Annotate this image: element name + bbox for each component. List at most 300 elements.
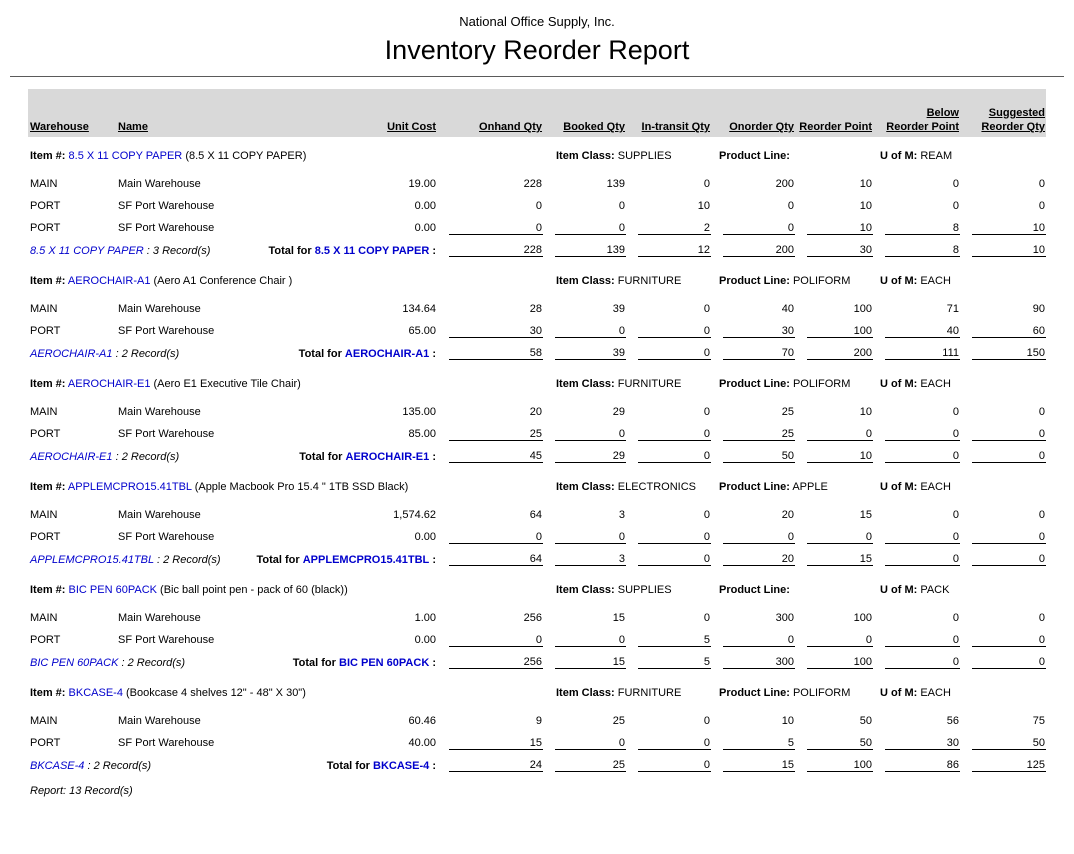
group-total-row bbox=[28, 651, 1046, 674]
record-count-text: : 2 Record(s) bbox=[153, 553, 221, 566]
warehouse-cell: PORT bbox=[30, 222, 61, 234]
intransit-qty-cell: 0 bbox=[638, 737, 711, 750]
intransit-qty-cell: 0 bbox=[703, 715, 710, 727]
total-item-code-link[interactable]: AEROCHAIR-E1 bbox=[345, 450, 430, 463]
name-cell: SF Port Warehouse bbox=[118, 737, 215, 749]
column-header-row bbox=[28, 89, 1046, 137]
below-reorder-point-cell: 0 bbox=[885, 531, 960, 544]
product-line-value: POLIFORM bbox=[792, 378, 851, 390]
uom-label: U of M: bbox=[880, 150, 918, 162]
reorder-point-cell: 100 bbox=[853, 612, 872, 624]
col-header-onhand-qty: Onhand Qty bbox=[479, 121, 542, 133]
booked-qty-cell: 3 bbox=[618, 509, 625, 521]
total-intransit-cell: 12 bbox=[638, 244, 711, 257]
product-line-label: Product Line: bbox=[719, 687, 790, 699]
reorder-point-cell: 50 bbox=[859, 715, 872, 727]
booked-qty-cell: 139 bbox=[606, 178, 625, 190]
suggested-reorder-qty-cell: 0 bbox=[1038, 509, 1045, 521]
item-code-link[interactable]: APPLEMCPRO15.41TBL bbox=[67, 481, 192, 493]
reorder-point-cell: 10 bbox=[859, 406, 872, 418]
total-for-label bbox=[118, 657, 437, 669]
total-onhand-cell: 64 bbox=[449, 553, 543, 566]
group-rows bbox=[28, 710, 1046, 754]
warehouse-cell: MAIN bbox=[30, 509, 58, 521]
suggested-reorder-qty-cell: 0 bbox=[1038, 200, 1045, 212]
total-intransit-cell: 0 bbox=[638, 450, 711, 463]
onhand-qty-cell: 64 bbox=[529, 509, 542, 521]
suggested-reorder-qty-cell: 0 bbox=[1038, 612, 1045, 624]
onorder-qty-cell: 0 bbox=[723, 531, 795, 544]
onorder-qty-cell: 25 bbox=[781, 406, 794, 418]
booked-qty-cell: 15 bbox=[612, 612, 625, 624]
item-description: (Apple Macbook Pro 15.4 " 1TB SSD Black) bbox=[194, 481, 409, 493]
reorder-point-cell: 10 bbox=[859, 200, 872, 212]
onhand-qty-cell: 256 bbox=[523, 612, 542, 624]
product-line-value: POLIFORM bbox=[792, 687, 851, 699]
item-number-label: Item #: bbox=[30, 481, 66, 493]
total-booked-cell: 39 bbox=[555, 347, 626, 360]
record-count-text: : 2 Record(s) bbox=[112, 450, 180, 463]
item-code-link[interactable]: BKCASE-4 bbox=[68, 687, 123, 699]
total-suggested-reorder-cell: 0 bbox=[972, 656, 1046, 669]
product-line bbox=[719, 274, 880, 288]
item-class-label: Item Class: bbox=[556, 584, 615, 596]
onorder-qty-cell: 30 bbox=[723, 325, 795, 338]
booked-qty-cell: 0 bbox=[555, 634, 626, 647]
total-suggested-reorder-cell: 0 bbox=[972, 450, 1046, 463]
item-number-label: Item #: bbox=[30, 687, 66, 699]
reorder-point-cell: 0 bbox=[807, 531, 873, 544]
total-for-label bbox=[118, 348, 437, 360]
total-onhand-cell: 256 bbox=[449, 656, 543, 669]
col-header-reorder-point: Reorder Point bbox=[799, 121, 872, 133]
unit-cost-cell: 60.46 bbox=[408, 715, 436, 727]
below-reorder-point-cell: 56 bbox=[946, 715, 959, 727]
total-intransit-cell: 0 bbox=[638, 347, 711, 360]
item-title bbox=[28, 480, 556, 494]
booked-qty-cell: 0 bbox=[618, 200, 625, 212]
report-title: Inventory Reorder Report bbox=[384, 35, 690, 65]
warehouse-cell: PORT bbox=[30, 531, 61, 543]
item-title bbox=[28, 377, 556, 391]
uom-value: EACH bbox=[920, 687, 951, 699]
name-cell: Main Warehouse bbox=[118, 178, 201, 190]
suggested-reorder-qty-cell: 60 bbox=[972, 325, 1046, 338]
item-code-link[interactable]: BIC PEN 60PACK bbox=[68, 584, 157, 596]
suggested-reorder-qty-cell: 0 bbox=[1038, 178, 1045, 190]
total-onorder-cell: 20 bbox=[723, 553, 795, 566]
name-cell: Main Warehouse bbox=[118, 715, 201, 727]
onhand-qty-cell: 0 bbox=[449, 531, 543, 544]
onorder-qty-cell: 40 bbox=[781, 303, 794, 315]
group-total-row bbox=[28, 754, 1046, 777]
item-header bbox=[28, 480, 1046, 494]
total-booked-cell: 15 bbox=[555, 656, 626, 669]
total-below-reorder-cell: 0 bbox=[885, 450, 960, 463]
total-onorder-cell: 200 bbox=[723, 244, 795, 257]
product-line-label: Product Line: bbox=[719, 378, 790, 390]
total-onorder-cell: 15 bbox=[723, 759, 795, 772]
onorder-qty-cell: 0 bbox=[723, 222, 795, 235]
product-line-value: POLIFORM bbox=[792, 275, 851, 287]
total-colon: : bbox=[432, 759, 436, 772]
item-group bbox=[28, 583, 1046, 674]
warehouse-cell: MAIN bbox=[30, 406, 58, 418]
col-header-below-reorder-point bbox=[873, 106, 960, 134]
table-row bbox=[28, 298, 1046, 320]
total-below-reorder-cell: 8 bbox=[885, 244, 960, 257]
col-header-intransit-qty: In-transit Qty bbox=[641, 121, 710, 133]
product-line bbox=[719, 377, 880, 391]
booked-qty-cell: 0 bbox=[555, 222, 626, 235]
col-header-suggested-reorder-qty bbox=[960, 106, 1046, 134]
intransit-qty-cell: 0 bbox=[703, 406, 710, 418]
product-line-label: Product Line: bbox=[719, 275, 790, 287]
below-reorder-point-cell: 0 bbox=[952, 612, 959, 624]
report-body bbox=[28, 149, 1046, 777]
product-line bbox=[719, 480, 880, 494]
total-item-code-link[interactable]: AEROCHAIR-A1 bbox=[344, 347, 430, 360]
record-count-item-code[interactable]: BKCASE-4 bbox=[30, 759, 85, 772]
item-number-label: Item #: bbox=[30, 150, 66, 162]
uom-value: PACK bbox=[920, 584, 950, 596]
warehouse-cell: PORT bbox=[30, 428, 61, 440]
suggested-reorder-qty-cell: 0 bbox=[1038, 406, 1045, 418]
total-for-text: Total for bbox=[326, 759, 370, 772]
name-cell: Main Warehouse bbox=[118, 612, 201, 624]
total-intransit-cell: 5 bbox=[638, 656, 711, 669]
unit-cost-cell: 40.00 bbox=[408, 737, 436, 749]
total-onorder-cell: 50 bbox=[723, 450, 795, 463]
total-suggested-reorder-cell: 0 bbox=[972, 553, 1046, 566]
intransit-qty-cell: 0 bbox=[638, 428, 711, 441]
unit-cost-cell: 0.00 bbox=[414, 222, 436, 234]
uom-value: REAM bbox=[920, 150, 953, 162]
total-below-reorder-cell: 0 bbox=[885, 553, 960, 566]
reorder-point-cell: 100 bbox=[807, 325, 873, 338]
item-class-value: FURNITURE bbox=[617, 687, 682, 699]
col-header-name: Name bbox=[118, 121, 148, 133]
booked-qty-cell: 0 bbox=[555, 428, 626, 441]
item-header bbox=[28, 274, 1046, 288]
onorder-qty-cell: 25 bbox=[723, 428, 795, 441]
below-reorder-point-cell: 0 bbox=[952, 200, 959, 212]
item-code-link[interactable]: AEROCHAIR-A1 bbox=[67, 275, 151, 287]
table-row bbox=[28, 195, 1046, 217]
report-footer: Report: 13 Record(s) bbox=[30, 785, 133, 797]
record-count-item-code[interactable]: AEROCHAIR-E1 bbox=[30, 450, 113, 463]
onhand-qty-cell: 0 bbox=[535, 200, 542, 212]
total-reorder-point-cell: 100 bbox=[807, 656, 873, 669]
total-for-text: Total for bbox=[256, 553, 300, 566]
col-header-unit-cost: Unit Cost bbox=[387, 121, 436, 133]
suggested-reorder-qty-cell: 0 bbox=[972, 428, 1046, 441]
intransit-qty-cell: 10 bbox=[697, 200, 710, 212]
onorder-qty-cell: 5 bbox=[723, 737, 795, 750]
warehouse-cell: PORT bbox=[30, 737, 61, 749]
col-header-below-line2: Reorder Point bbox=[886, 121, 959, 133]
col-header-warehouse: Warehouse bbox=[30, 121, 89, 133]
header-rule bbox=[10, 76, 1064, 77]
total-for-text: Total for bbox=[298, 347, 342, 360]
group-rows bbox=[28, 607, 1046, 651]
record-count-item-code[interactable]: AEROCHAIR-A1 bbox=[30, 347, 113, 360]
reorder-point-cell: 10 bbox=[859, 178, 872, 190]
col-header-below-line1: Below bbox=[926, 107, 959, 119]
unit-of-measure bbox=[880, 583, 1046, 597]
suggested-reorder-qty-cell: 0 bbox=[972, 634, 1046, 647]
onhand-qty-cell: 20 bbox=[529, 406, 542, 418]
table-row bbox=[28, 217, 1046, 239]
total-intransit-cell: 0 bbox=[638, 553, 711, 566]
total-for-text: Total for bbox=[292, 656, 336, 669]
onorder-qty-cell: 300 bbox=[775, 612, 794, 624]
product-line bbox=[719, 149, 880, 163]
record-count-item-code[interactable]: APPLEMCPRO15.41TBL bbox=[30, 553, 154, 566]
item-code-link[interactable]: AEROCHAIR-E1 bbox=[67, 378, 151, 390]
below-reorder-point-cell: 30 bbox=[885, 737, 960, 750]
booked-qty-cell: 0 bbox=[555, 325, 626, 338]
name-cell: Main Warehouse bbox=[118, 509, 201, 521]
total-intransit-cell: 0 bbox=[638, 759, 711, 772]
intransit-qty-cell: 0 bbox=[703, 509, 710, 521]
warehouse-cell: MAIN bbox=[30, 303, 58, 315]
product-line bbox=[719, 686, 880, 700]
total-for-text: Total for bbox=[268, 244, 312, 257]
item-class bbox=[556, 686, 719, 700]
total-booked-cell: 25 bbox=[555, 759, 626, 772]
uom-label: U of M: bbox=[880, 584, 918, 596]
booked-qty-cell: 0 bbox=[555, 737, 626, 750]
total-item-code-link[interactable]: APPLEMCPRO15.41TBL bbox=[302, 553, 430, 566]
product-line-label: Product Line: bbox=[719, 150, 790, 162]
unit-of-measure bbox=[880, 686, 1046, 700]
booked-qty-cell: 25 bbox=[612, 715, 625, 727]
item-class-label: Item Class: bbox=[556, 275, 615, 287]
warehouse-cell: PORT bbox=[30, 325, 61, 337]
item-class bbox=[556, 583, 719, 597]
group-rows bbox=[28, 504, 1046, 548]
total-item-code-link[interactable]: BIC PEN 60PACK bbox=[339, 656, 430, 669]
unit-cost-cell: 134.64 bbox=[402, 303, 436, 315]
group-rows bbox=[28, 401, 1046, 445]
item-class-label: Item Class: bbox=[556, 687, 615, 699]
item-description: (Bic ball point pen - pack of 60 (black)) bbox=[160, 584, 348, 596]
total-reorder-point-cell: 100 bbox=[807, 759, 873, 772]
total-for-label bbox=[118, 760, 437, 772]
total-colon: : bbox=[432, 656, 436, 669]
total-below-reorder-cell: 111 bbox=[885, 347, 960, 360]
unit-cost-cell: 135.00 bbox=[402, 406, 436, 418]
total-item-code-link[interactable]: BKCASE-4 bbox=[373, 759, 430, 772]
record-count-item-code[interactable]: BIC PEN 60PACK bbox=[30, 656, 119, 669]
item-header bbox=[28, 149, 1046, 163]
warehouse-cell: PORT bbox=[30, 634, 61, 646]
below-reorder-point-cell: 8 bbox=[885, 222, 960, 235]
booked-qty-cell: 39 bbox=[612, 303, 625, 315]
below-reorder-point-cell: 0 bbox=[885, 428, 960, 441]
item-description: (Aero A1 Conference Chair ) bbox=[153, 275, 293, 287]
total-reorder-point-cell: 10 bbox=[807, 450, 873, 463]
unit-cost-cell: 0.00 bbox=[414, 531, 436, 543]
onhand-qty-cell: 228 bbox=[523, 178, 542, 190]
warehouse-cell: MAIN bbox=[30, 612, 58, 624]
group-total-row bbox=[28, 342, 1046, 365]
item-class bbox=[556, 149, 719, 163]
suggested-reorder-qty-cell: 10 bbox=[972, 222, 1046, 235]
onhand-qty-cell: 0 bbox=[449, 634, 543, 647]
item-group bbox=[28, 377, 1046, 468]
total-onhand-cell: 45 bbox=[449, 450, 543, 463]
record-count-item-code[interactable]: 8.5 X 11 COPY PAPER bbox=[30, 244, 144, 257]
total-onhand-cell: 24 bbox=[449, 759, 543, 772]
name-cell: SF Port Warehouse bbox=[118, 634, 215, 646]
booked-qty-cell: 0 bbox=[555, 531, 626, 544]
onhand-qty-cell: 28 bbox=[529, 303, 542, 315]
table-row bbox=[28, 629, 1046, 651]
warehouse-cell: MAIN bbox=[30, 178, 58, 190]
uom-label: U of M: bbox=[880, 687, 918, 699]
total-below-reorder-cell: 0 bbox=[885, 656, 960, 669]
intransit-qty-cell: 2 bbox=[638, 222, 711, 235]
total-onhand-cell: 58 bbox=[449, 347, 543, 360]
unit-cost-cell: 19.00 bbox=[408, 178, 436, 190]
onorder-qty-cell: 0 bbox=[723, 634, 795, 647]
item-class-value: SUPPLIES bbox=[617, 584, 672, 596]
reorder-point-cell: 0 bbox=[807, 428, 873, 441]
name-cell: Main Warehouse bbox=[118, 406, 201, 418]
record-count-text: : 2 Record(s) bbox=[84, 759, 152, 772]
unit-of-measure bbox=[880, 377, 1046, 391]
total-colon: : bbox=[432, 347, 436, 360]
total-booked-cell: 29 bbox=[555, 450, 626, 463]
item-group bbox=[28, 686, 1046, 777]
onhand-qty-cell: 9 bbox=[535, 715, 542, 727]
total-item-code-link[interactable]: 8.5 X 11 COPY PAPER bbox=[314, 244, 430, 257]
item-group bbox=[28, 274, 1046, 365]
below-reorder-point-cell: 0 bbox=[952, 509, 959, 521]
booked-qty-cell: 29 bbox=[612, 406, 625, 418]
col-header-suggested-line2: Reorder Qty bbox=[981, 121, 1045, 133]
uom-label: U of M: bbox=[880, 481, 918, 493]
onhand-qty-cell: 15 bbox=[449, 737, 543, 750]
reorder-point-cell: 15 bbox=[859, 509, 872, 521]
total-suggested-reorder-cell: 150 bbox=[972, 347, 1046, 360]
item-title bbox=[28, 583, 556, 597]
company-name: National Office Supply, Inc. bbox=[459, 14, 615, 29]
group-rows bbox=[28, 298, 1046, 342]
below-reorder-point-cell: 0 bbox=[885, 634, 960, 647]
product-line bbox=[719, 583, 880, 597]
item-title bbox=[28, 274, 556, 288]
group-total-row bbox=[28, 548, 1046, 571]
col-header-booked-qty: Booked Qty bbox=[563, 121, 625, 133]
table-row bbox=[28, 504, 1046, 526]
total-suggested-reorder-cell: 125 bbox=[972, 759, 1046, 772]
below-reorder-point-cell: 71 bbox=[946, 303, 959, 315]
table-row bbox=[28, 401, 1046, 423]
intransit-qty-cell: 0 bbox=[703, 612, 710, 624]
item-number-label: Item #: bbox=[30, 584, 66, 596]
record-count-text: : 3 Record(s) bbox=[143, 244, 211, 257]
total-onorder-cell: 300 bbox=[723, 656, 795, 669]
item-class-value: FURNITURE bbox=[617, 378, 682, 390]
uom-label: U of M: bbox=[880, 378, 918, 390]
reorder-point-cell: 50 bbox=[807, 737, 873, 750]
unit-cost-cell: 1.00 bbox=[414, 612, 436, 624]
name-cell: SF Port Warehouse bbox=[118, 531, 215, 543]
item-class-value: FURNITURE bbox=[617, 275, 682, 287]
item-class-label: Item Class: bbox=[556, 481, 615, 493]
item-number-label: Item #: bbox=[30, 275, 66, 287]
col-header-suggested-line1: Suggested bbox=[988, 107, 1045, 119]
name-cell: SF Port Warehouse bbox=[118, 428, 215, 440]
total-onorder-cell: 70 bbox=[723, 347, 795, 360]
warehouse-cell: MAIN bbox=[30, 715, 58, 727]
unit-of-measure bbox=[880, 480, 1046, 494]
onhand-qty-cell: 30 bbox=[449, 325, 543, 338]
table-row bbox=[28, 423, 1046, 445]
item-class bbox=[556, 274, 719, 288]
intransit-qty-cell: 0 bbox=[703, 178, 710, 190]
table-row bbox=[28, 320, 1046, 342]
reorder-point-cell: 0 bbox=[807, 634, 873, 647]
item-title bbox=[28, 149, 556, 163]
suggested-reorder-qty-cell: 50 bbox=[972, 737, 1046, 750]
total-booked-cell: 3 bbox=[555, 553, 626, 566]
item-group bbox=[28, 480, 1046, 571]
item-code-link[interactable]: 8.5 X 11 COPY PAPER bbox=[68, 150, 183, 162]
item-description: (Bookcase 4 shelves 12" - 48" X 30") bbox=[126, 687, 306, 699]
uom-value: EACH bbox=[920, 378, 951, 390]
item-header bbox=[28, 686, 1046, 700]
uom-label: U of M: bbox=[880, 275, 918, 287]
item-class-value: SUPPLIES bbox=[617, 150, 672, 162]
suggested-reorder-qty-cell: 75 bbox=[1032, 715, 1045, 727]
warehouse-cell: PORT bbox=[30, 200, 61, 212]
item-number-label: Item #: bbox=[30, 378, 66, 390]
product-line-label: Product Line: bbox=[719, 584, 790, 596]
name-cell: Main Warehouse bbox=[118, 303, 201, 315]
unit-of-measure bbox=[880, 149, 1046, 163]
total-colon: : bbox=[432, 553, 436, 566]
table-row bbox=[28, 607, 1046, 629]
suggested-reorder-qty-cell: 90 bbox=[1032, 303, 1045, 315]
unit-cost-cell: 85.00 bbox=[408, 428, 436, 440]
table-row bbox=[28, 732, 1046, 754]
group-total-row bbox=[28, 239, 1046, 262]
onorder-qty-cell: 0 bbox=[787, 200, 794, 212]
item-description: (8.5 X 11 COPY PAPER) bbox=[185, 150, 307, 162]
suggested-reorder-qty-cell: 0 bbox=[972, 531, 1046, 544]
record-count-text: : 2 Record(s) bbox=[118, 656, 186, 669]
item-header bbox=[28, 583, 1046, 597]
item-class bbox=[556, 377, 719, 391]
group-total-row bbox=[28, 445, 1046, 468]
total-for-label bbox=[118, 451, 437, 463]
total-for-text: Total for bbox=[299, 450, 343, 463]
onorder-qty-cell: 20 bbox=[781, 509, 794, 521]
col-header-onorder-qty: Onorder Qty bbox=[729, 121, 794, 133]
below-reorder-point-cell: 40 bbox=[885, 325, 960, 338]
intransit-qty-cell: 0 bbox=[703, 303, 710, 315]
unit-of-measure bbox=[880, 274, 1046, 288]
total-colon: : bbox=[432, 244, 436, 257]
reorder-point-cell: 10 bbox=[807, 222, 873, 235]
item-description: (Aero E1 Executive Tile Chair) bbox=[153, 378, 301, 390]
uom-value: EACH bbox=[920, 275, 951, 287]
unit-cost-cell: 0.00 bbox=[414, 634, 436, 646]
